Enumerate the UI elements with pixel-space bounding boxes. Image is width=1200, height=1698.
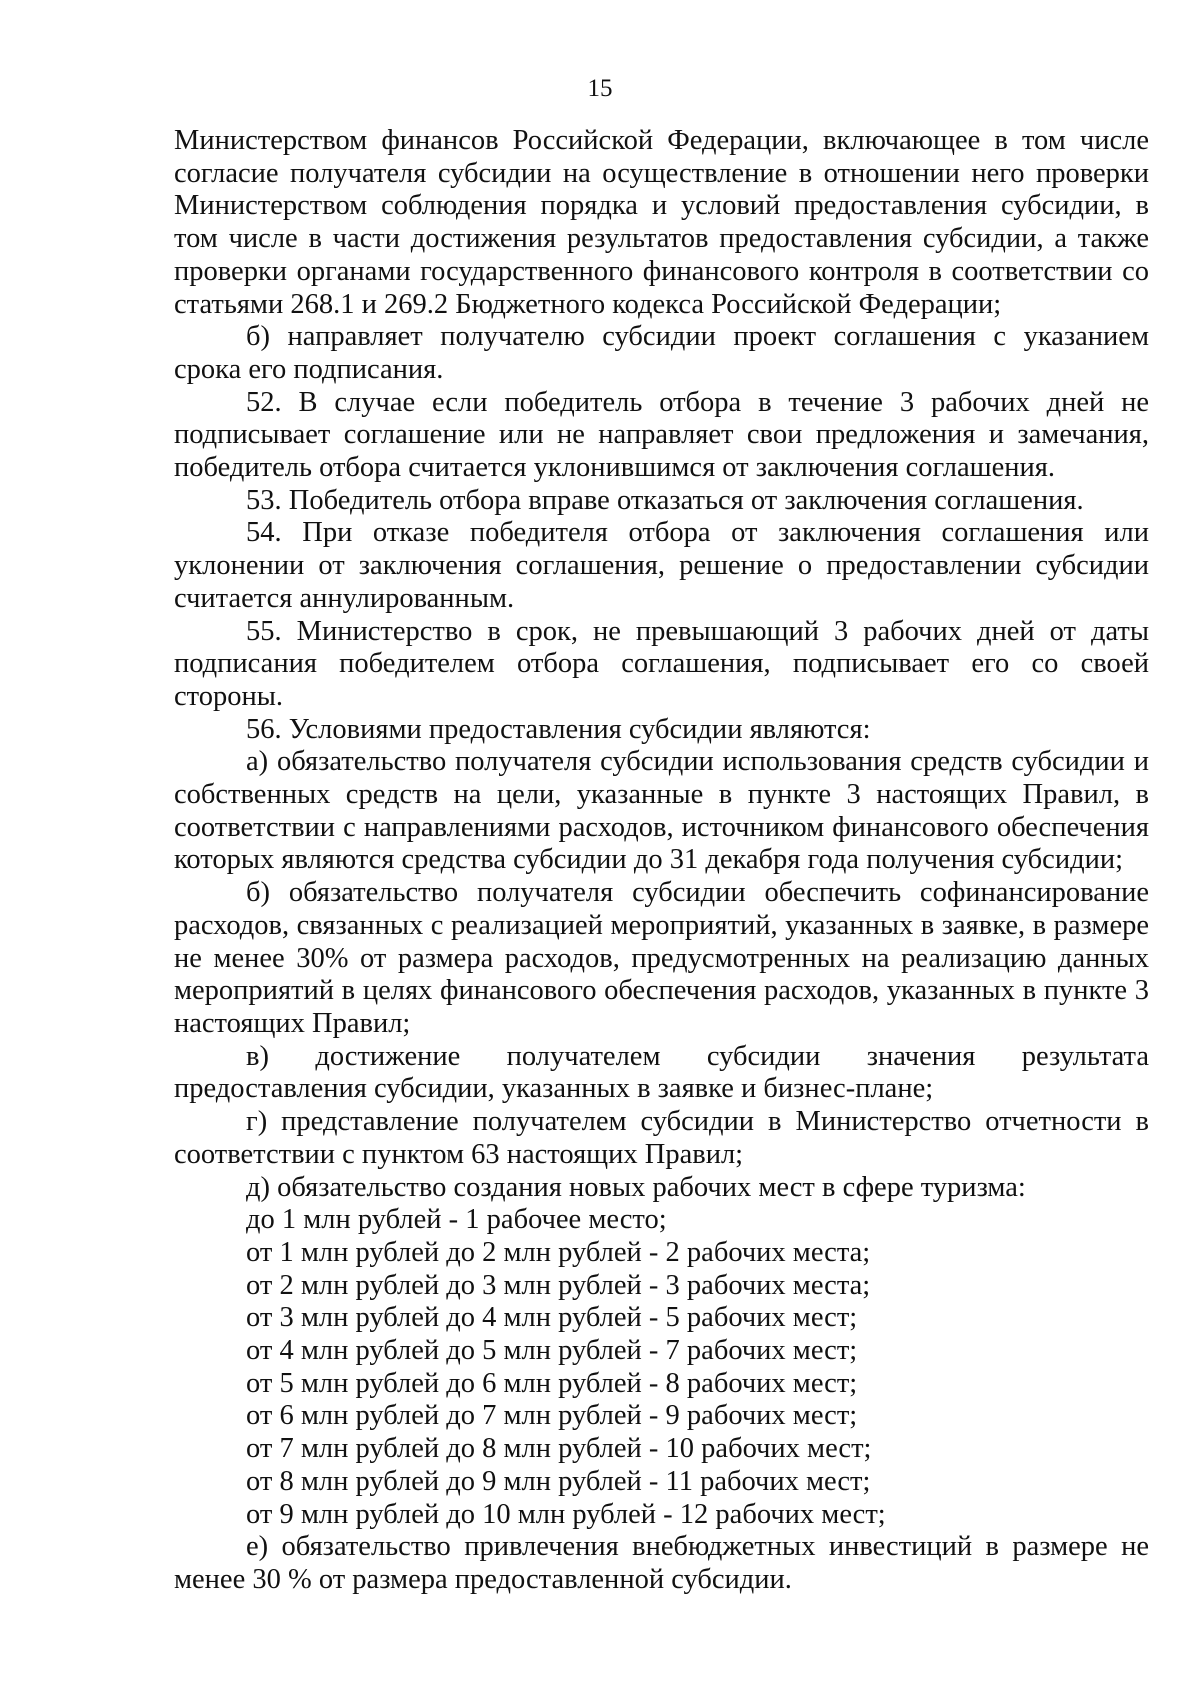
page-number: 15 — [587, 75, 613, 102]
document-body — [174, 125, 1149, 1597]
paragraph-55: 55. Министерство в срок, не превышающий 3 рабочих дней от даты подписания победителем отбора соглашения, подписывает его со своей стороны. — [174, 615, 1149, 712]
condition-d: д) обязательство создания новых рабочих мест в сфере туризма: — [246, 1171, 1026, 1203]
job-scale-item: от 2 млн рублей до 3 млн рублей - 3 рабочих места; — [246, 1269, 871, 1301]
paragraph-continuation: Министерством финансов Российской Федерации, включающее в том числе согласие получателя субсидии на осуществление в отношении него проверки Министерством соблюдения порядка и условий предоставления субсидии, в том числе в части достижения результатов предоставления субсидии, а также проверки органами государственного финансового контроля в соответствии со статьями 268.1 и 269.2 Бюджетного кодекса Российской Федерации; — [174, 125, 1149, 320]
condition-e: е) обязательство привлечения внебюджетных инвестиций в размере не менее 30 % от размера предоставленной субсидии. — [174, 1531, 1149, 1595]
paragraph-53: 53. Победитель отбора вправе отказаться от заключения соглашения. — [246, 484, 1084, 516]
job-scale-item: до 1 млн рублей - 1 рабочее место; — [246, 1204, 667, 1236]
job-scale-item: от 9 млн рублей до 10 млн рублей - 12 рабочих мест; — [246, 1498, 886, 1530]
condition-g: г) представление получателем субсидии в Министерство отчетности в соответствии с пунктом 63 настоящих Правил; — [174, 1106, 1149, 1170]
paragraph-56: 56. Условиями предоставления субсидии являются: — [246, 713, 871, 745]
condition-b: б) обязательство получателя субсидии обеспечить софинансирование расходов, связанных с реализацией мероприятий, указанных в заявке, в размере не менее 30% от размера расходов, предусмотренных на реализацию данных мероприятий в целях финансового обеспечения расходов, указанных в пункте 3 настоящих Правил; — [174, 877, 1149, 1039]
paragraph-52: 52. В случае если победитель отбора в течение 3 рабочих дней не подписывает соглашение или не направляет свои предложения и замечания, победитель отбора считается уклонившимся от заключения соглашения. — [174, 386, 1149, 484]
condition-v: в) достижение получателем субсидии значения результата предоставления субсидии, указанных в заявке и бизнес-плане; — [174, 1040, 1149, 1105]
job-scale-item: от 5 млн рублей до 6 млн рублей - 8 рабочих мест; — [246, 1367, 858, 1399]
job-scale-item: от 4 млн рублей до 5 млн рублей - 7 рабочих мест; — [246, 1335, 858, 1367]
paragraph-54: 54. При отказе победителя отбора от заключения соглашения или уклонении от заключения соглашения, решение о предоставлении субсидии считается аннулированным. — [174, 517, 1149, 614]
paragraph-51b: б) направляет получателю субсидии проект соглашения с указанием срока его подписания. — [174, 321, 1149, 385]
condition-a: а) обязательство получателя субсидии использования средств субсидии и собственных средств на цели, указанные в пункте 3 настоящих Правил, в соответствии с направлениями расходов, источником финансового обеспечения которых являются средства субсидии до 31 декабря года получения субсидии; — [174, 746, 1149, 876]
job-scale-list — [174, 1204, 1149, 1531]
job-scale-item: от 1 млн рублей до 2 млн рублей - 2 рабочих места; — [246, 1236, 871, 1268]
job-scale-item: от 8 млн рублей до 9 млн рублей - 11 рабочих мест; — [246, 1465, 871, 1497]
job-scale-item: от 3 млн рублей до 4 млн рублей - 5 рабочих мест; — [246, 1302, 858, 1334]
job-scale-item: от 6 млн рублей до 7 млн рублей - 9 рабочих мест; — [246, 1400, 858, 1432]
job-scale-item: от 7 млн рублей до 8 млн рублей - 10 рабочих мест; — [246, 1433, 872, 1465]
